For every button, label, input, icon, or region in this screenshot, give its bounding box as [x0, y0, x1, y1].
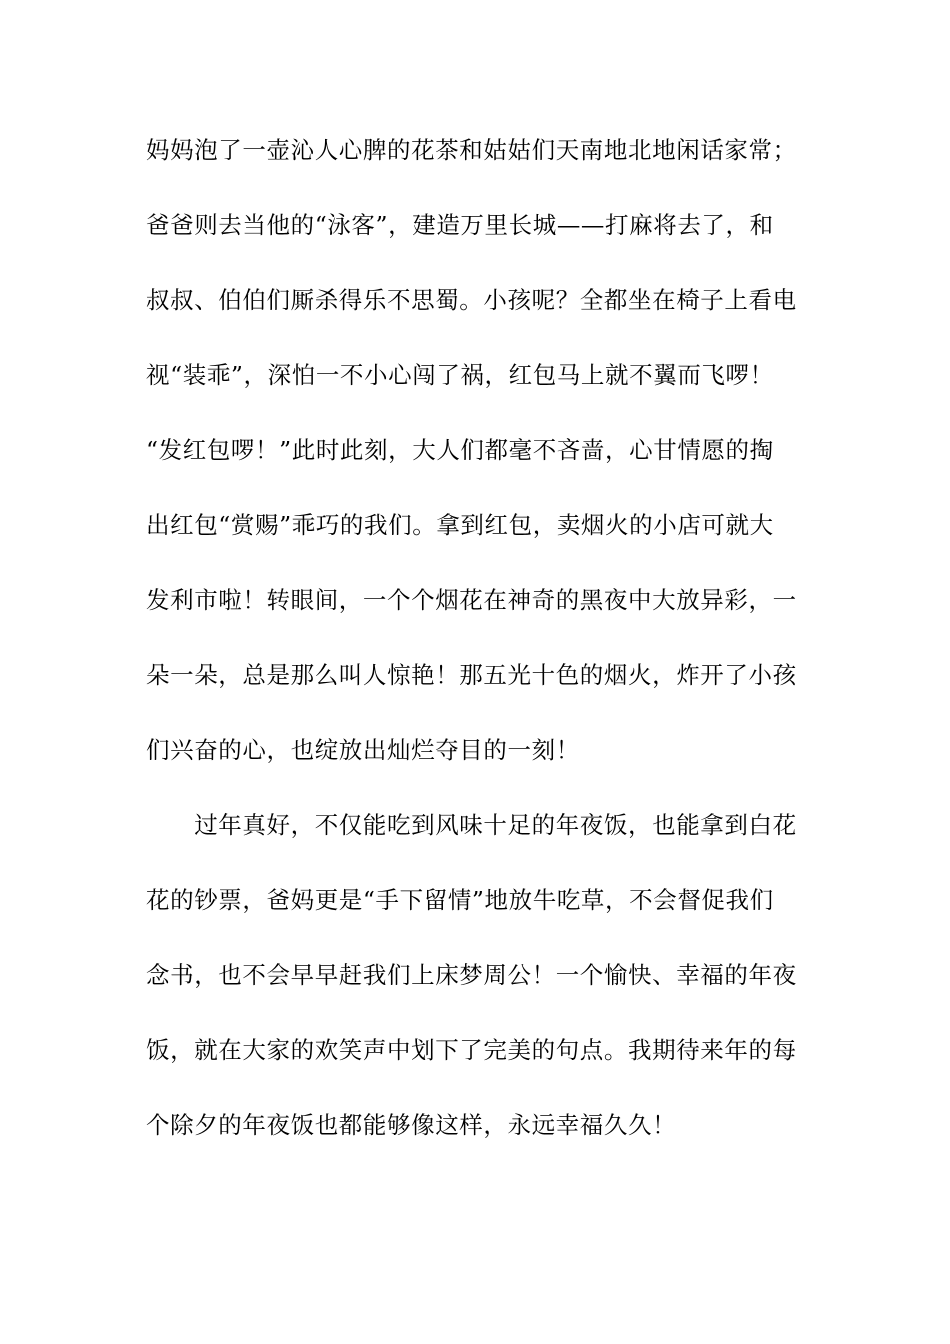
text-line: 发利市啦！转眼间，一个个烟花在神奇的黑夜中大放异彩，一	[146, 586, 797, 614]
text-line: 个除夕的年夜饭也都能够像这样，永远幸福久久！	[146, 1111, 677, 1139]
text-line: 朵一朵，总是那么叫人惊艳！那五光十色的烟火，炸开了小孩	[146, 661, 797, 689]
text-line: 们兴奋的心，也绽放出灿烂夺目的一刻！	[146, 736, 580, 764]
text-line: 妈妈泡了一壶沁人心脾的花茶和姑姑们天南地北地闲话家常；	[146, 136, 797, 164]
text-line: “发红包啰！”此时此刻，大人们都毫不吝啬，心甘情愿的掏	[146, 436, 774, 464]
text-line: 花的钞票，爸妈更是“手下留情”地放牛吃草，不会督促我们	[146, 886, 774, 914]
text-line: 视“装乖”，深怕一不小心闯了祸，红包马上就不翼而飞啰！	[146, 361, 774, 389]
text-line: 出红包“赏赐”乖巧的我们。拿到红包，卖烟火的小店可就大	[146, 511, 774, 539]
text-line: 爸爸则去当他的“泳客”，建造万里长城——打麻将去了，和	[146, 211, 774, 239]
paragraph-start-line: 过年真好，不仅能吃到风味十足的年夜饭，也能拿到白花	[146, 811, 797, 839]
text-line: 饭，就在大家的欢笑声中划下了完美的句点。我期待来年的每	[146, 1036, 797, 1064]
text-line: 念书，也不会早早赶我们上床梦周公！一个愉快、幸福的年夜	[146, 961, 797, 989]
text-line: 叔叔、伯伯们厮杀得乐不思蜀。小孩呢？全都坐在椅子上看电	[146, 286, 797, 314]
